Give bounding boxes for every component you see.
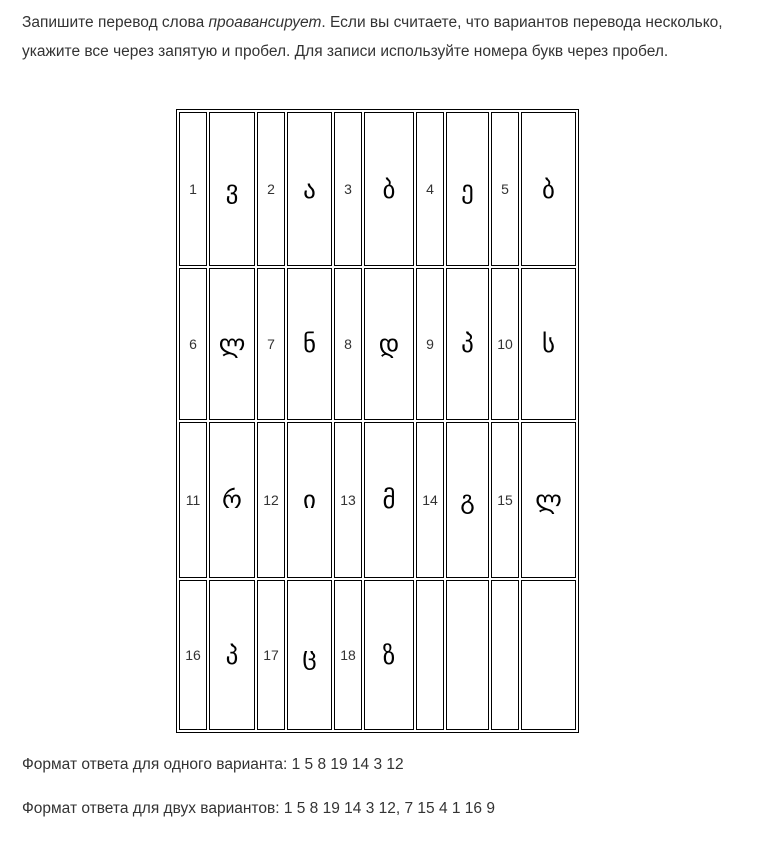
letter-glyph: პ <box>209 580 255 730</box>
letter-number: 14 <box>416 422 444 578</box>
letters-row <box>179 268 576 420</box>
task-text-after: . Если вы считаете, что вариантов перевода несколько, укажите все через запятую и пробел. Для записи используйте номера букв через пробел. <box>22 14 723 60</box>
answer-format-two: Формат ответа для двух вариантов: 1 5 8 19 14 3 12, 7 15 4 1 16 9 <box>22 800 495 817</box>
letter-number: 13 <box>334 422 362 578</box>
empty-cell <box>491 580 519 730</box>
letter-number: 18 <box>334 580 362 730</box>
empty-cell <box>446 580 489 730</box>
letter-glyph: ლ <box>521 422 576 578</box>
letter-number: 1 <box>179 112 207 266</box>
letters-row <box>179 580 576 730</box>
answer-format-one: Формат ответа для одного варианта: 1 5 8 19 14 3 12 <box>22 756 404 773</box>
letter-number: 6 <box>179 268 207 420</box>
letter-glyph: ლ <box>209 268 255 420</box>
letter-glyph: ა <box>287 112 332 266</box>
task-text-before: Запишите перевод слова <box>22 14 209 31</box>
letter-glyph: ვ <box>209 112 255 266</box>
letter-number: 15 <box>491 422 519 578</box>
letter-number: 2 <box>257 112 285 266</box>
letter-glyph: პ <box>446 268 489 420</box>
empty-cell <box>416 580 444 730</box>
letter-glyph: გ <box>446 422 489 578</box>
letter-number: 8 <box>334 268 362 420</box>
letter-number: 9 <box>416 268 444 420</box>
letters-row <box>179 422 576 578</box>
task-instructions <box>22 9 747 66</box>
task-word: проавансирует <box>208 14 322 31</box>
letter-glyph: ნ <box>287 268 332 420</box>
letter-number: 5 <box>491 112 519 266</box>
letter-number: 12 <box>257 422 285 578</box>
letter-glyph: ც <box>287 580 332 730</box>
letter-glyph: მ <box>364 422 414 578</box>
letter-glyph: ბ <box>364 112 414 266</box>
letter-number: 16 <box>179 580 207 730</box>
letter-number: 17 <box>257 580 285 730</box>
letter-glyph: რ <box>209 422 255 578</box>
letter-glyph: ი <box>287 422 332 578</box>
letter-number: 10 <box>491 268 519 420</box>
letter-glyph: ე <box>446 112 489 266</box>
letters-row <box>179 112 576 266</box>
letter-glyph: ს <box>521 268 576 420</box>
letter-glyph: ზ <box>364 580 414 730</box>
letter-number: 11 <box>179 422 207 578</box>
letters-table <box>176 109 579 733</box>
letter-glyph: ბ <box>521 112 576 266</box>
letter-number: 3 <box>334 112 362 266</box>
letter-number: 7 <box>257 268 285 420</box>
empty-cell <box>521 580 576 730</box>
letter-glyph: დ <box>364 268 414 420</box>
letter-number: 4 <box>416 112 444 266</box>
